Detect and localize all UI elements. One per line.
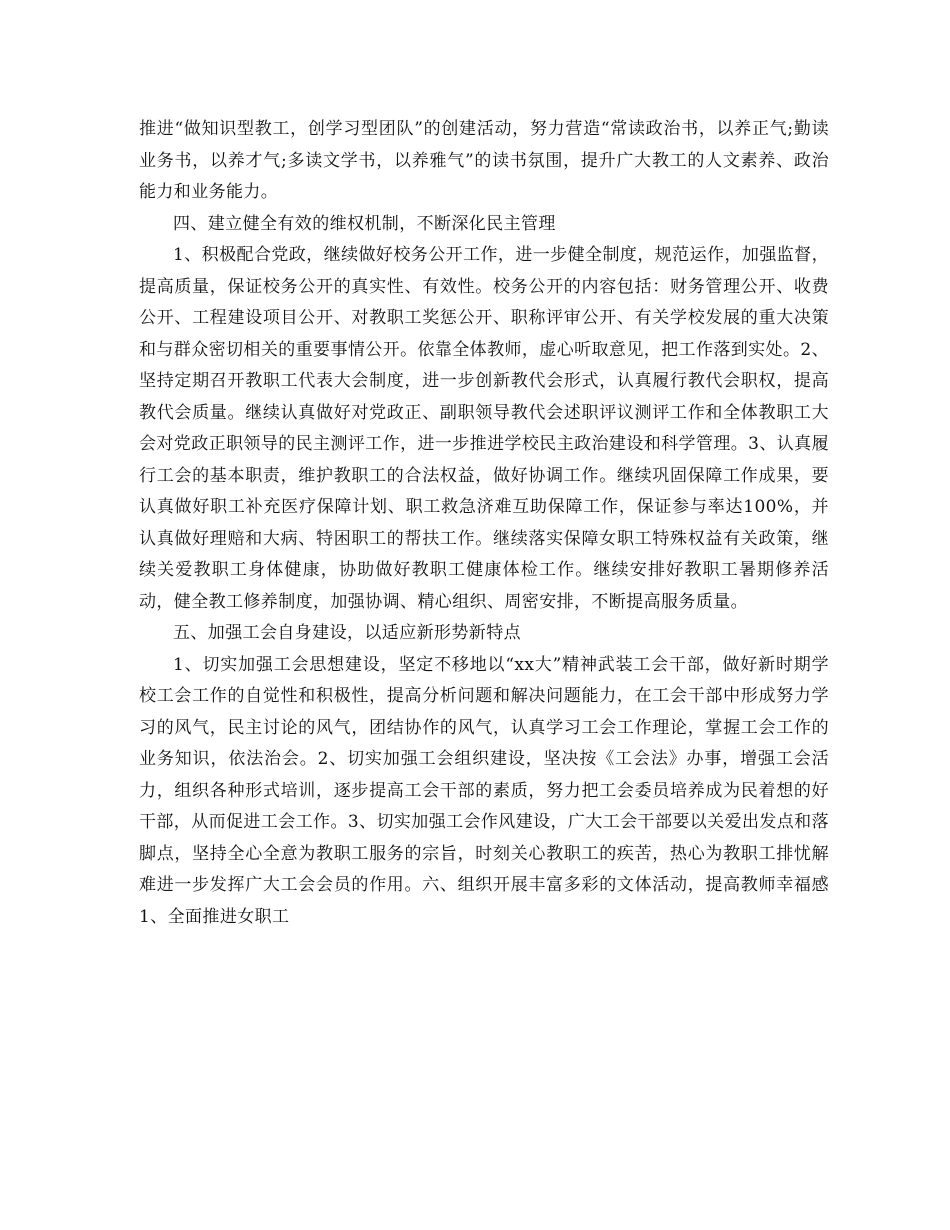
continuation-paragraph: 推进“做知识型教工，创学习型团队”的创建活动，努力营造“常读政治书，以养正气;勤读业务书，以养才气;多读文学书，以养雅气”的读书氛围，提升广大教工的人文素养、政治能力和业务能力。 — [139, 119, 829, 202]
section-5-body-paragraph: 1、切实加强工会思想建设，坚定不移地以“xx大”精神武装工会干部，做好新时期学校工会工作的自觉性和积极性，提高分析问题和解决问题能力，在工会干部中形成努力学习的风气，民主讨论的风气，团结协作的风气，认真学习工会工作理论，掌握工会工作的业务知识，依法治会。2、切实加强工会组织建设，坚决按《工会法》办事，增强工会活力，组织各种形式培训，逐步提高工会干部的素质，努力把工会委员培养成为民着想的好干部，从而促进工会工作。3、切实加强工会作风建设，广大工会干部要以关爱出发点和落脚点，坚持全心全意为教职工服务的宗旨，时刻关心教职工的疾苦，热心为教职工排忧解难进一步发挥广大工会会员的作用。六、组织开展丰富多彩的文体活动，提高教师幸福感 1、全面推进女职工 — [139, 654, 847, 927]
section-4-body-paragraph: 1、积极配合党政，继续做好校务公开工作，进一步健全制度，规范运作，加强监督，提高质量，保证校务公开的真实性、有效性。校务公开的内容包括：财务管理公开、收费公开、工程建设项目公开、对教职工奖惩公开、职称评审公开、有关学校发展的重大决策和与群众密切相关的重要事情公开。依靠全体教师，虚心听取意见，把工作落到实处。2、坚持定期召开教职工代表大会制度，进一步创新教代会形式，认真履行教代会职权，提高教代会质量。继续认真做好对党政正、副职领导教代会述职评议测评工作和全体教职工大会对党政正职领导的民主测评工作，进一步推进学校民主政治建设和科学管理。3、认真履行工会的基本职责，维护教职工的合法权益，做好协调工作。继续巩固保障工作成果，要认真做好职工补充医疗保障计划、职工救急济难互助保障工作，保证参与率达100%，并认真做好理赔和大病、特困职工的帮扶工作。继续落实保障女职工特殊权益有关政策，继续关爱教职工身体健康，协助做好教职工健康体检工作。继续安排好教职工暑期修养活动，健全教工修养制度，加强协调、精心组织、周密安排，不断提高服务质量。 — [139, 245, 829, 612]
section-heading-4: 四、建立健全有效的维权机制，不断深化民主管理 — [173, 213, 556, 234]
section-heading-5: 五、加强工会自身建设，以适应新形势新特点 — [173, 623, 521, 643]
document-body — [139, 114, 847, 933]
